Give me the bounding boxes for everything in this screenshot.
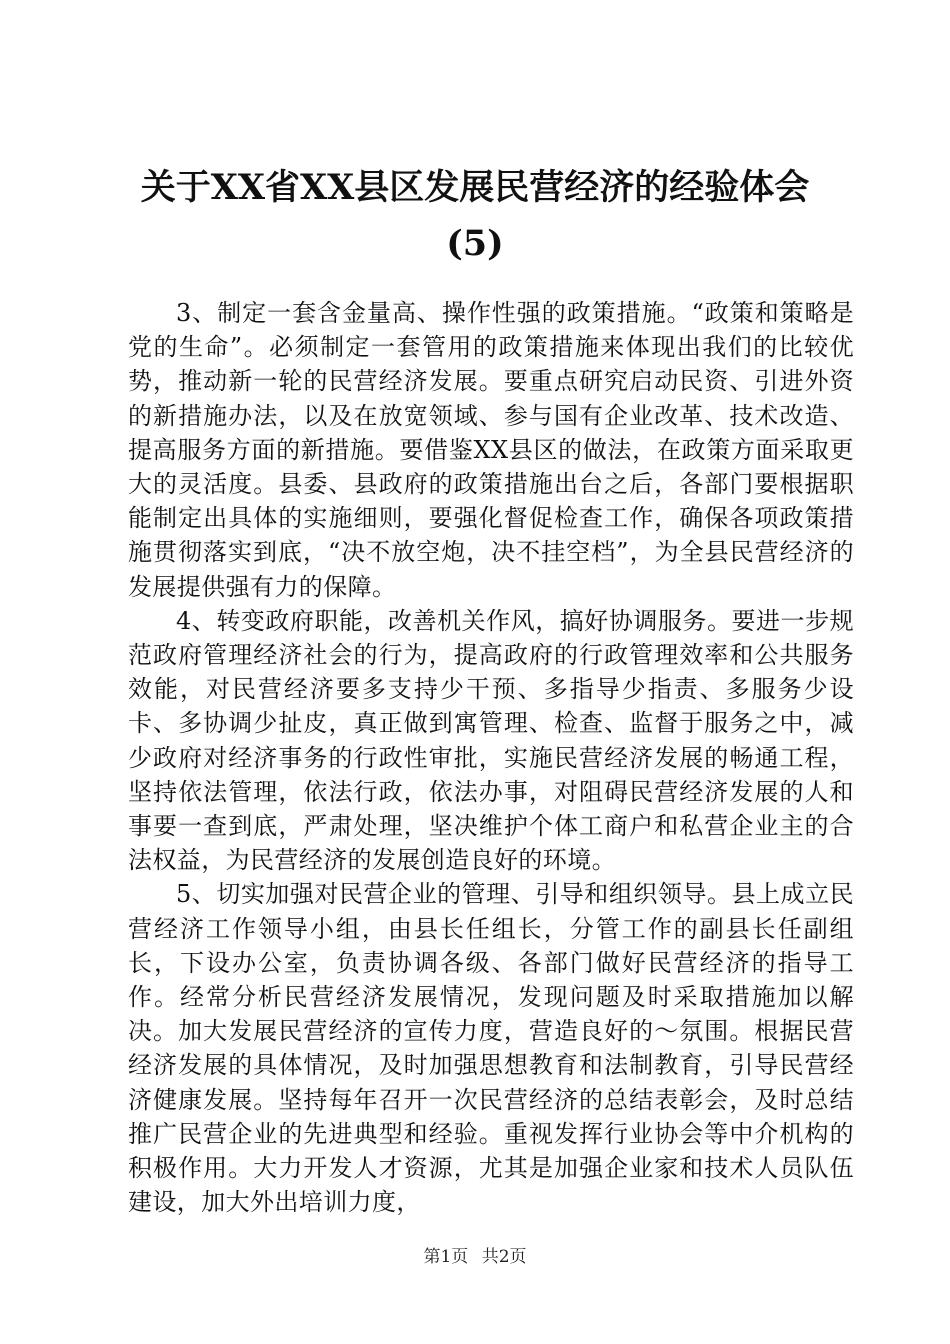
document-body [128,296,854,1219]
page-footer [0,1246,950,1268]
paragraph-4: 4、转变政府职能，改善机关作风，搞好协调服务。要进一步规范政府管理经济社会的行为，提高政府的行政管理效率和公共服务效能，对民营经济要多支持少干预、多指导少指责、多服务少设卡、多协调少扯皮，真正做到寓管理、检查、监督于服务之中，减少政府对经济事务的行政性审批，实施民营经济发展的畅通工程，坚持依法管理，依法行政，依法办事，对阻碍民营经济发展的人和事要一查到底，严肃处理，坚决维护个体工商户和私营企业主的合法权益，为民营经济的发展创造良好的环境。 [128,606,854,875]
paragraph-3: 3、制定一套含金量高、操作性强的政策措施。“政策和策略是党的生命”。必须制定一套管用的政策措施来体现出我们的比较优势，推动新一轮的民营经济发展。要重点研究启动民资、引进外资的新措施办法，以及在放宽领域、参与国有企业改革、技术改造、提高服务方面的新措施。要借鉴XX县区的做法，在政策方面采取更大的灵活度。县委、县政府的政策措施出台之后，各部门要根据职能制定出具体的实施细则，要强化督促检查工作，确保各项政策措施贯彻落实到底，“决不放空炮，决不挂空档”，为全县民营经济的发展提供强有力的保障。 [128,299,854,601]
page-total: 共2页 [481,1247,527,1267]
title-line-1: 关于XX省XX县区发展民营经济的经验体会 [140,167,810,208]
page-number: 第1页 [423,1247,469,1267]
title-line-2: (5) [446,223,504,264]
document-title [100,160,850,272]
paragraph-5: 5、切实加强对民营企业的管理、引导和组织领导。县上成立民营经济工作领导小组，由县长任组长，分管工作的副县长任副组长，下设办公室，负责协调各级、各部门做好民营经济的指导工作。经常分析民营经济发展情况，发现问题及时采取措施加以解决。加大发展民营经济的宣传力度，营造良好的～氛围。根据民营经济发展的具体情况，及时加强思想教育和法制教育，引导民营经济健康发展。坚持每年召开一次民营经济的总结表彰会，及时总结推广民营企业的先进典型和经验。重视发挥行业协会等中介机构的积极作用。大力开发人才资源，尤其是加强企业家和技术人员队伍建设，加大外出培训力度， [128,880,854,1217]
